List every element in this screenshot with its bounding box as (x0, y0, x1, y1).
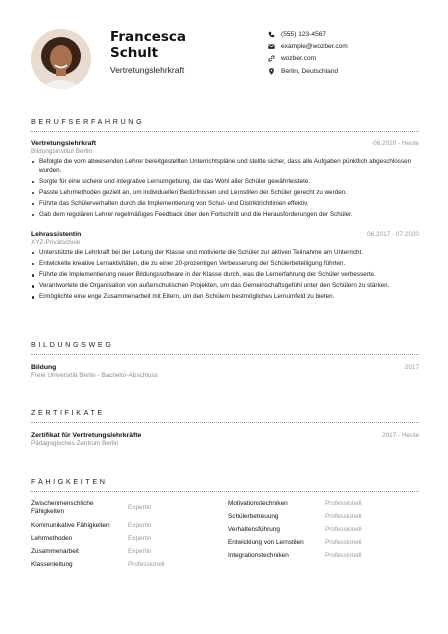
skill-name: Kommunikative Fähigkeiten (31, 522, 110, 529)
certificate-date: 2017 - Heute (382, 432, 419, 439)
skill-item (31, 535, 221, 548)
skill-item (228, 526, 418, 539)
experience-bullets (31, 158, 419, 220)
skill-item (31, 561, 221, 574)
section-title-certificates: ZERTIFIKATE (31, 408, 105, 417)
skill-level: Professionell (325, 539, 362, 546)
contact-website-text: wozber.com (281, 55, 317, 63)
skill-item (228, 513, 418, 526)
experience-title: Vertretungslehrkraft (31, 140, 96, 147)
section-title-experience: BERUFSERFAHRUNG (31, 117, 145, 126)
skills-column-right (228, 500, 418, 565)
bullet-item: Unterstützte die Lehrkraft bei der Leitung der Klasse und motivierte die Schüler zur aktiven Teilnahme am Unterricht. (31, 249, 419, 258)
candidate-name (110, 30, 250, 61)
experience-date: 08.2020 - Heute (373, 140, 419, 147)
bullet-item: Gab dem regulären Lehrer regelmäßiges Feedback über den Fortschritt und die Herausforderungen der Schüler. (31, 211, 419, 220)
profile-photo (31, 29, 91, 89)
section-title-education: BILDUNGSWEG (31, 340, 114, 349)
education-item (31, 364, 419, 379)
contact-website (268, 53, 438, 65)
skill-level: Professionell (325, 552, 362, 559)
location-icon (268, 68, 275, 75)
name-last: Schult (110, 44, 159, 61)
skill-item (31, 522, 221, 535)
skill-name: Verhaltensführung (228, 526, 280, 533)
experience-item-header (31, 140, 419, 147)
skill-name: Zusammenarbeit (31, 548, 79, 555)
section-divider (31, 491, 419, 492)
contact-location (268, 65, 438, 77)
bullet-item: Führte die Implementierung neuer Bildungssoftware in der Klasse durch, was die Lernerfahrung der Schüler verbesserte. (31, 271, 419, 280)
certificate-item-header (31, 432, 419, 439)
skill-name: Lehrmethoden (31, 535, 73, 542)
section-title-skills: FÄHIGKEITEN (31, 477, 108, 486)
skill-level: Expertin (128, 522, 152, 529)
contact-list (268, 28, 438, 78)
bullet-item: Verantwortete die Organisation von außerschulischen Projekten, um das Gemeinschaftsgefühl unter den Schülern zu stärken. (31, 282, 419, 291)
skill-name: Schülerbetreuung (228, 513, 279, 520)
skill-level: Professionell (325, 500, 362, 507)
skill-level: Professionell (325, 526, 362, 533)
contact-phone-text: (555) 123-4567 (281, 30, 327, 38)
certificate-title: Zertifikat für Vertretungslehrkräfte (31, 432, 142, 439)
bullet-item: Sorgte für eine sichere und integrative Lernumgebung, die das Wohl aller Schüler gewährleistete. (31, 178, 419, 187)
bullet-item: Passte Lehrmethoden gezielt an, um individuellen Bedürfnissen und Lernstilen der Schüler gerecht zu werden. (31, 189, 419, 198)
skill-name: Integrationstechniken (228, 552, 289, 559)
candidate-job-title: Vertretungslehrkraft (110, 65, 185, 75)
name-first: Francesca (110, 29, 187, 45)
skill-name: Motivationstechniken (228, 500, 288, 507)
experience-item (31, 231, 419, 304)
skills-column-left (31, 500, 221, 574)
experience-bullets (31, 249, 419, 302)
education-title: Bildung (31, 364, 57, 371)
skill-item (31, 500, 221, 522)
phone-icon (268, 31, 275, 38)
experience-item (31, 140, 419, 222)
bullet-item: Führte das Schülerverhalten durch die Implementierung von Schul- und Distriktrichtlinien effektiv. (31, 200, 419, 209)
skill-item (31, 548, 221, 561)
bullet-item: Entwickelte kreative Lernaktivitäten, die zu einer 20-prozentigen Verbesserung der Schülerbeteiligung führten. (31, 260, 419, 269)
contact-phone (268, 28, 438, 40)
avatar (31, 29, 91, 89)
experience-organization: Bildungsinstitut Berlin (31, 148, 93, 155)
education-institution: Freie Universität Berlin - Bachelor-Abschluss (31, 372, 158, 379)
education-item-header (31, 364, 419, 371)
bullet-item: Ermöglichte eine enge Zusammenarbeit mit Eltern, um den Schülern bestmögliches Lernumfeld zu bieten. (31, 293, 419, 302)
skill-item (228, 539, 418, 552)
contact-location-text: Berlin, Deutschland (281, 67, 339, 75)
certificate-item (31, 432, 419, 447)
experience-title: Lehrassistentin (31, 231, 82, 238)
email-icon (268, 43, 275, 50)
certificate-issuer: Pädagogisches Zentrum Berlin (31, 440, 119, 447)
section-divider (31, 131, 419, 132)
skill-level: Professionell (325, 513, 362, 520)
skill-name: Zwischenmenschliche Fähigkeiten (31, 500, 94, 515)
contact-email-text: example@wozber.com (281, 43, 348, 51)
bullet-item: Befolgte die vom abwesenden Lehrer bereitgestellten Unterrichtspläne und stellte sicher, dass alle Aufgaben pünktlich abgeschlossen wurden. (31, 158, 419, 175)
skill-item (228, 500, 418, 513)
section-divider (31, 354, 419, 355)
contact-email (268, 40, 438, 52)
skill-level: Expertin (128, 548, 152, 555)
section-divider (31, 422, 419, 423)
skill-item (228, 552, 418, 565)
experience-item-header (31, 231, 419, 238)
skill-level: Expertin (128, 504, 152, 511)
link-icon (268, 55, 275, 62)
skill-level: Expertin (128, 535, 152, 542)
experience-date: 06.2017 - 07.2020 (367, 231, 419, 238)
skill-level: Professionell (128, 561, 165, 568)
skill-name: Klassenleitung (31, 561, 73, 568)
experience-organization: XYZ-Privatschule (31, 239, 81, 246)
education-date: 2017 (404, 364, 419, 371)
skill-name: Entwicklung von Lernstilen (228, 539, 304, 546)
